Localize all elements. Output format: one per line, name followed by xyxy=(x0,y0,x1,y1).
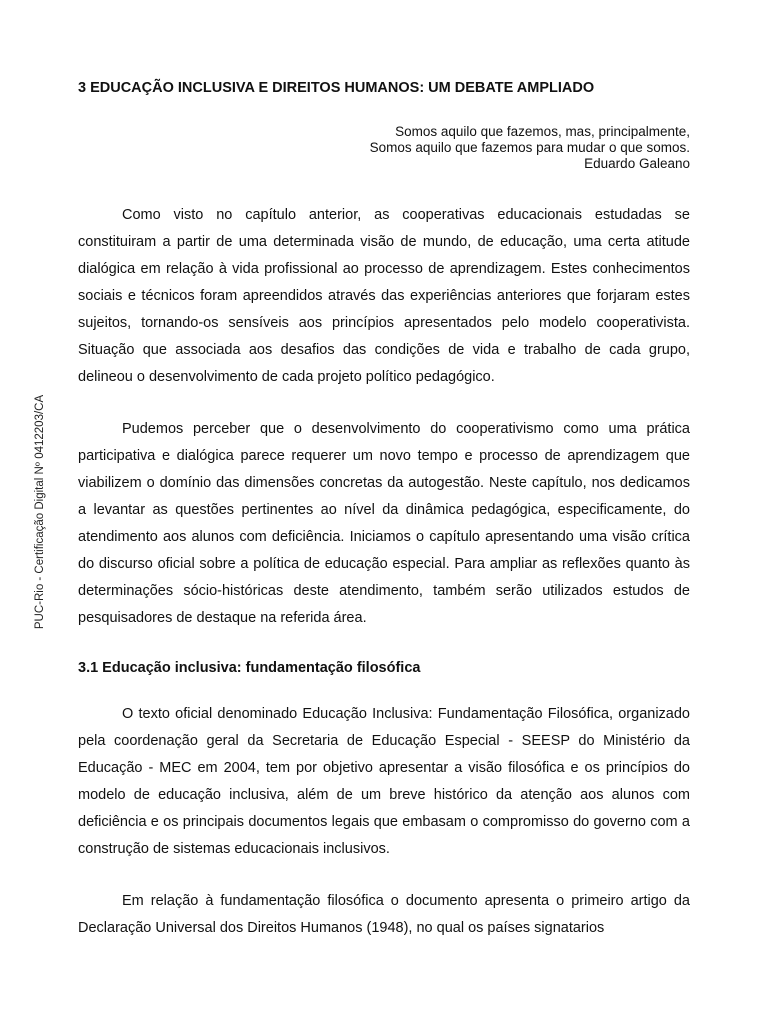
chapter-title: 3 EDUCAÇÃO INCLUSIVA E DIREITOS HUMANOS: UM DEBATE AMPLIADO xyxy=(78,80,595,96)
paragraph-4-text: Em relação à fundamentação filosófica o documento apresenta o primeiro artigo da Declaração Universal dos Direitos Humanos (1948), no qual os países signatarios xyxy=(78,893,690,936)
paragraph-2-text: Pudemos perceber que o desenvolvimento do cooperativismo como uma prática participativa e dialógica parece requerer um novo tempo e processo de aprendizagem que viabilizem o domínio das dimensões concretas da autogestão. Neste capítulo, nos dedicamos a levantar as questões pertinentes ao nível da dinâmica pedagógica, especificamente, do atendimento aos alunos com deficiência. Iniciamos o capítulo apresentando uma visão crítica do discurso oficial sobre a política de educação especial. Para ampliar as reflexões quanto às determinações sócio-históricas deste atendimento, também serão utilizados estudos de pesquisadores de destaque na referida área. xyxy=(78,421,690,626)
paragraph-1 xyxy=(78,202,690,391)
epigraph-author: Eduardo Galeano xyxy=(584,156,690,171)
epigraph-line-1: Somos aquilo que fazemos, mas, principalmente, xyxy=(395,124,690,139)
paragraph-2 xyxy=(78,416,690,632)
certification-stamp: PUC-Rio - Certificação Digital Nº 0412203/CA xyxy=(34,394,46,630)
paragraph-3-text: O texto oficial denominado Educação Inclusiva: Fundamentação Filosófica, organizado pela coordenação geral da Secretaria de Educação Especial - SEESP do Ministério da Educação - MEC em 2004, tem por objetivo apresentar a visão filosófica e os princípios do modelo de educação inclusiva, além de um breve histórico da atenção aos alunos com deficiência e os principais documentos legais que embasam o compromisso do governo com a construção de sistemas educacionais inclusivos. xyxy=(78,706,690,857)
paragraph-1-text: Como visto no capítulo anterior, as cooperativas educacionais estudadas se constituiram a partir de uma determinada visão de mundo, de educação, uma certa atitude dialógica em relação à vida profissional ao processo de aprendizagem. Estes conhecimentos sociais e técnicos foram apreendidos através das experiências anteriores que forjaram estes sujeitos, tornando-os sensíveis aos princípios apresentados pelo modelo cooperativista. Situação que associada aos desafios das condições de vida e trabalho de cada grupo, delineou o desenvolvimento de cada projeto político pedagógico. xyxy=(78,207,690,385)
epigraph-line-2: Somos aquilo que fazemos para mudar o que somos. xyxy=(369,140,690,155)
paragraph-4 xyxy=(78,888,690,942)
epigraph xyxy=(370,124,690,172)
section-title: 3.1 Educação inclusiva: fundamentação filosófica xyxy=(78,660,421,676)
paragraph-3 xyxy=(78,701,690,863)
